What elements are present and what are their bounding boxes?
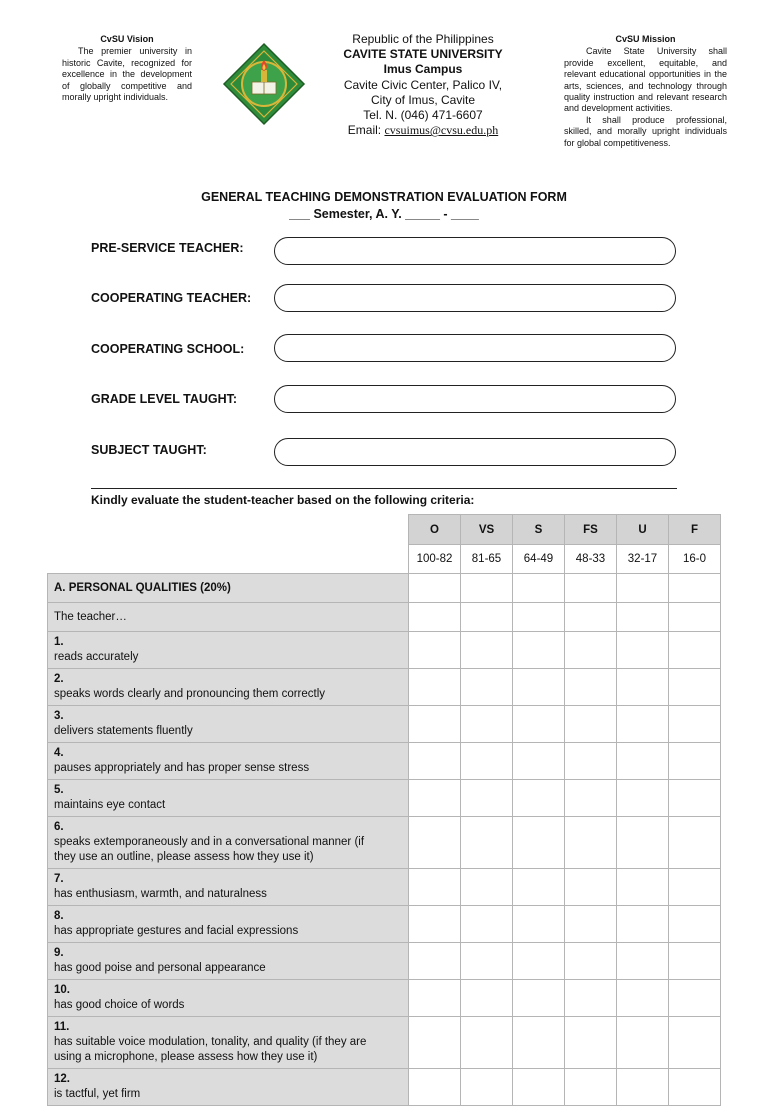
university-header (320, 32, 526, 138)
rating-cell[interactable] (669, 980, 721, 1017)
rating-cell[interactable] (409, 1069, 461, 1106)
rating-cell[interactable] (461, 906, 513, 943)
cooperating-school-field[interactable] (274, 334, 676, 362)
pre-service-teacher-label: PRE-SERVICE TEACHER: (91, 241, 244, 255)
rating-cell[interactable] (513, 780, 565, 817)
rating-cell[interactable] (617, 706, 669, 743)
telephone: Tel. N. (046) 471-6607 (363, 108, 483, 123)
address-line-1: Cavite Civic Center, Palico IV, (343, 77, 503, 92)
criterion-cell (48, 1069, 409, 1106)
criterion-number: 4. (54, 747, 64, 759)
criterion-number: 5. (54, 784, 64, 796)
rating-range: 32-17 (617, 545, 669, 574)
rating-cell[interactable] (565, 1069, 617, 1106)
criterion-number: 3. (54, 710, 64, 722)
criterion-text: reads accurately (54, 651, 139, 663)
criterion-cell (48, 632, 409, 669)
rating-cell[interactable] (409, 980, 461, 1017)
rating-cell[interactable] (461, 817, 513, 869)
table-row (48, 817, 721, 869)
table-row (48, 1017, 721, 1069)
vision-block (62, 34, 192, 103)
cooperating-school-label: COOPERATING SCHOOL: (91, 342, 245, 356)
criterion-cell (48, 780, 409, 817)
table-row (48, 743, 721, 780)
email-label: Email: (347, 123, 382, 138)
table-row (48, 632, 721, 669)
rating-cell[interactable] (669, 780, 721, 817)
rating-cell[interactable] (461, 1017, 513, 1069)
pre-service-teacher-field[interactable] (274, 237, 676, 265)
rating-code: U (617, 515, 669, 545)
mission-title: CvSU Mission (615, 34, 676, 44)
section-title: A. PERSONAL QUALITIES (20%) (48, 574, 409, 603)
rating-cell[interactable] (565, 1017, 617, 1069)
rating-cell[interactable] (617, 603, 669, 632)
rating-cell[interactable] (669, 706, 721, 743)
rating-cell[interactable] (565, 943, 617, 980)
rating-cell[interactable] (565, 574, 617, 603)
rating-cell[interactable] (617, 669, 669, 706)
rating-code-row (48, 515, 721, 545)
table-row (48, 706, 721, 743)
rating-cell[interactable] (669, 869, 721, 906)
rating-cell[interactable] (513, 869, 565, 906)
rating-cell[interactable] (513, 817, 565, 869)
instruction-text: Kindly evaluate the student-teacher based on the following criteria: (91, 493, 475, 507)
rating-range: 100-82 (409, 545, 461, 574)
rating-cell[interactable] (461, 632, 513, 669)
mission-text-1: Cavite State University shall provide excellent, equitable, and relevant educational opportunities in the arts, sciences, and technology through quality instruction and relevant research and development activities. (564, 46, 727, 114)
rating-cell[interactable] (617, 574, 669, 603)
rating-cell[interactable] (409, 943, 461, 980)
mission-text-2: It shall produce professional, skilled, and morally upright individuals for global competitiveness. (564, 114, 727, 148)
rating-cell[interactable] (565, 980, 617, 1017)
rating-range: 16-0 (669, 545, 721, 574)
criterion-number: 10. (54, 984, 70, 996)
rating-range: 64-49 (513, 545, 565, 574)
rating-cell[interactable] (409, 869, 461, 906)
rating-cell[interactable] (409, 632, 461, 669)
criterion-text: has good choice of words (54, 999, 185, 1011)
rating-cell[interactable] (409, 780, 461, 817)
table-row (48, 869, 721, 906)
rating-cell[interactable] (513, 943, 565, 980)
form-title: GENERAL TEACHING DEMONSTRATION EVALUATION FORM (201, 190, 567, 204)
criterion-text: has enthusiasm, warmth, and naturalness (54, 888, 267, 900)
rating-cell[interactable] (617, 780, 669, 817)
criterion-text: delivers statements fluently (54, 725, 193, 737)
rating-cell[interactable] (461, 603, 513, 632)
rating-cell[interactable] (461, 1069, 513, 1106)
rating-cell[interactable] (409, 574, 461, 603)
criterion-cell (48, 906, 409, 943)
rating-cell[interactable] (669, 669, 721, 706)
republic-line: Republic of the Philippines (352, 32, 494, 46)
criterion-text: has good poise and personal appearance (54, 962, 266, 974)
rating-cell[interactable] (565, 906, 617, 943)
grade-level-field[interactable] (274, 385, 676, 413)
criterion-cell (48, 669, 409, 706)
rating-cell[interactable] (461, 780, 513, 817)
rating-cell[interactable] (409, 1017, 461, 1069)
section-row (48, 574, 721, 603)
criterion-cell (48, 943, 409, 980)
criterion-number: 7. (54, 873, 64, 885)
rating-cell[interactable] (617, 817, 669, 869)
rating-cell[interactable] (565, 669, 617, 706)
criterion-cell (48, 869, 409, 906)
table-row (48, 906, 721, 943)
criterion-cell (48, 817, 409, 869)
rating-cell[interactable] (669, 603, 721, 632)
criterion-number: 2. (54, 673, 64, 685)
intro-text: The teacher… (48, 603, 409, 632)
table-row (48, 943, 721, 980)
rating-cell[interactable] (565, 743, 617, 780)
rating-cell[interactable] (461, 706, 513, 743)
rating-cell[interactable] (669, 632, 721, 669)
rating-cell[interactable] (513, 1069, 565, 1106)
criterion-number: 6. (54, 821, 64, 833)
rating-cell[interactable] (617, 1017, 669, 1069)
vision-title: CvSU Vision (100, 34, 154, 44)
email-line (320, 123, 526, 138)
criterion-text: speaks words clearly and pronouncing them correctly (54, 688, 326, 700)
criterion-cell (48, 980, 409, 1017)
rating-cell[interactable] (513, 743, 565, 780)
rating-cell[interactable] (461, 574, 513, 603)
criterion-cell (48, 1017, 409, 1069)
rating-cell[interactable] (669, 1017, 721, 1069)
rating-cell[interactable] (513, 603, 565, 632)
rating-cell[interactable] (461, 869, 513, 906)
rating-code: F (669, 515, 721, 545)
rating-cell[interactable] (409, 603, 461, 632)
criterion-text: pauses appropriately and has proper sense stress (54, 762, 310, 774)
rating-code: O (409, 515, 461, 545)
rating-cell[interactable] (669, 1069, 721, 1106)
rating-cell[interactable] (461, 743, 513, 780)
rating-cell[interactable] (565, 869, 617, 906)
rating-cell[interactable] (617, 869, 669, 906)
rating-cell[interactable] (513, 706, 565, 743)
rating-code: VS (461, 515, 513, 545)
criterion-text: is tactful, yet firm (54, 1088, 141, 1100)
rating-cell[interactable] (409, 706, 461, 743)
criterion-text: has suitable voice modulation, tonality, and quality (if they are using a microphone, please assess how they use it) (54, 1036, 367, 1063)
rating-cell[interactable] (617, 632, 669, 669)
rating-cell[interactable] (513, 906, 565, 943)
rating-cell[interactable] (461, 980, 513, 1017)
criteria-table (47, 514, 721, 1106)
address-line-2: City of Imus, Cavite (370, 92, 476, 107)
criterion-number: 1. (54, 636, 64, 648)
rating-cell[interactable] (513, 1017, 565, 1069)
rating-range: 48-33 (565, 545, 617, 574)
criterion-cell (48, 706, 409, 743)
rating-cell[interactable] (461, 943, 513, 980)
rating-code: S (513, 515, 565, 545)
rating-cell[interactable] (565, 603, 617, 632)
university-name: CAVITE STATE UNIVERSITY (343, 47, 503, 62)
campus-name: Imus Campus (383, 62, 463, 77)
criterion-cell (48, 743, 409, 780)
rating-cell[interactable] (513, 632, 565, 669)
cvsu-seal-logo-icon (222, 42, 306, 126)
rating-cell[interactable] (565, 632, 617, 669)
criterion-number: 11. (54, 1021, 70, 1033)
rating-range: 81-65 (461, 545, 513, 574)
table-row (48, 780, 721, 817)
rating-cell[interactable] (669, 906, 721, 943)
criterion-number: 9. (54, 947, 64, 959)
divider-line (91, 488, 677, 489)
rating-cell[interactable] (461, 669, 513, 706)
rating-cell[interactable] (513, 574, 565, 603)
rating-cell[interactable] (409, 743, 461, 780)
rating-cell[interactable] (565, 780, 617, 817)
rating-cell[interactable] (617, 1069, 669, 1106)
criterion-text: speaks extemporaneously and in a conversational manner (if they use an outline, please assess how they use it) (54, 836, 365, 863)
rating-cell[interactable] (409, 817, 461, 869)
criterion-text: maintains eye contact (54, 799, 166, 811)
criterion-number: 8. (54, 910, 64, 922)
intro-row (48, 603, 721, 632)
mission-block (564, 34, 727, 149)
criteria-items (48, 632, 721, 1106)
table-row (48, 1069, 721, 1106)
rating-cell[interactable] (617, 943, 669, 980)
rating-cell[interactable] (409, 669, 461, 706)
rating-cell[interactable] (617, 906, 669, 943)
rating-cell[interactable] (669, 943, 721, 980)
subject-taught-label: SUBJECT TAUGHT: (91, 443, 207, 457)
email-link[interactable]: cvsuimus@cvsu.edu.ph (384, 123, 499, 138)
rating-cell[interactable] (669, 574, 721, 603)
rating-cell[interactable] (617, 980, 669, 1017)
rating-cell[interactable] (513, 980, 565, 1017)
vision-text: The premier university in historic Cavite, recognized for excellence in the development of globally competitive and morally upright individuals. (62, 46, 192, 103)
form-subtitle: ___ Semester, A. Y. _____ - ____ (289, 207, 479, 221)
rating-cell[interactable] (617, 743, 669, 780)
rating-cell[interactable] (565, 817, 617, 869)
rating-cell[interactable] (565, 706, 617, 743)
cooperating-teacher-label: COOPERATING TEACHER: (91, 291, 252, 305)
criterion-text: has appropriate gestures and facial expressions (54, 925, 299, 937)
rating-cell[interactable] (513, 669, 565, 706)
rating-cell[interactable] (669, 743, 721, 780)
rating-cell[interactable] (409, 906, 461, 943)
criterion-number: 12. (54, 1073, 70, 1085)
rating-cell[interactable] (669, 817, 721, 869)
rating-code: FS (565, 515, 617, 545)
subject-taught-field[interactable] (274, 438, 676, 466)
table-row (48, 669, 721, 706)
grade-level-label: GRADE LEVEL TAUGHT: (91, 392, 238, 406)
table-corner (48, 515, 409, 574)
cooperating-teacher-field[interactable] (274, 284, 676, 312)
table-row (48, 980, 721, 1017)
